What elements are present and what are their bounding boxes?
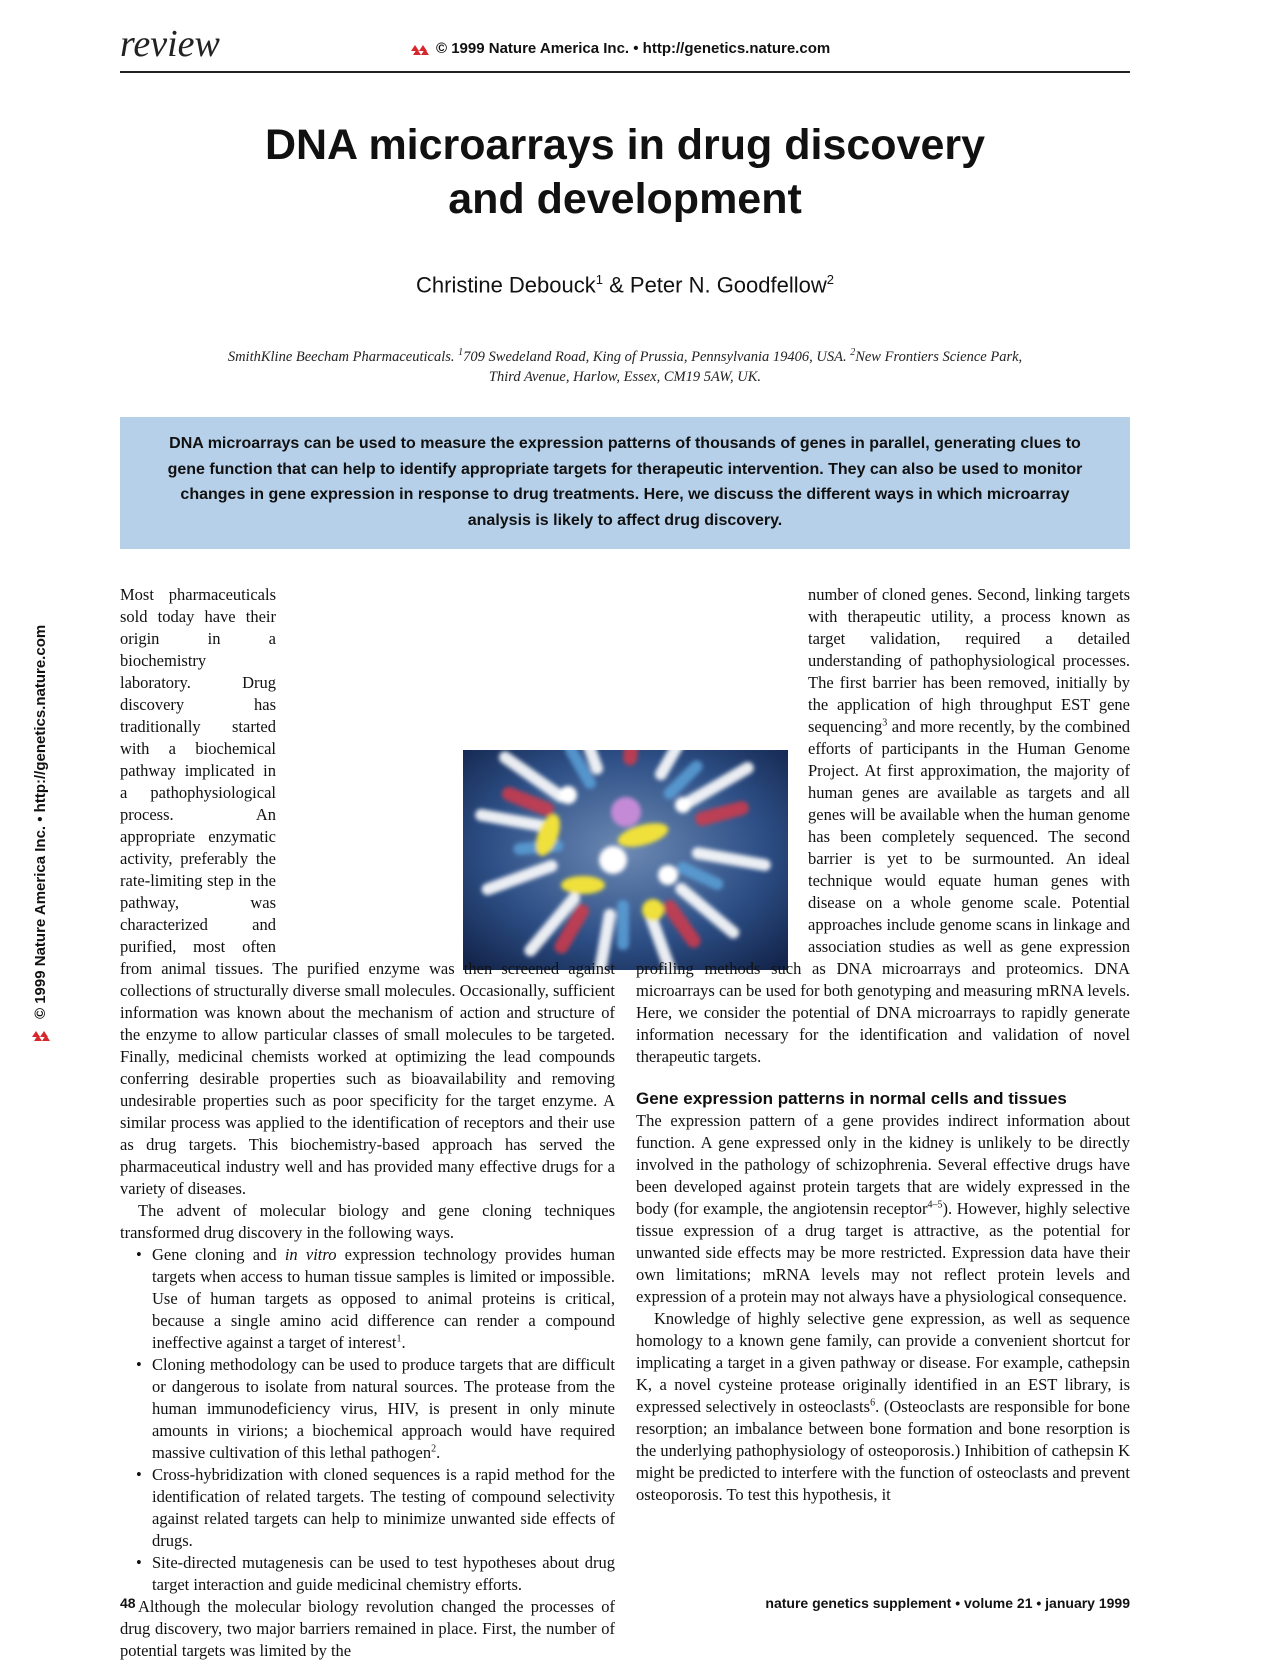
affiliation-b: 709 Swedeland Road, King of Prussia, Pennsylvania 19406, USA.: [463, 348, 851, 365]
list-item: • Cloning methodology can be used to produce targets that are difficult or dangerous to isolate from natural sources. The protease from the human immunodeficiency virus, HIV, is present in only minute amounts in virions; a biochemical approach would have required massive cultivation of this lethal pathogen$^2$.: [136, 1355, 615, 1462]
left-paragraph-3: Although the molecular biology revolution changed the processes of drug discovery, two major barriers remained in place. First, the number of potential targets was limited by the: [120, 1597, 615, 1660]
authors: [200, 272, 1050, 298]
author-1-affil: 1: [595, 272, 603, 287]
affiliation-sup-1: 1: [458, 347, 464, 358]
left-paragraph-2: The advent of molecular biology and gene cloning techniques transformed drug discovery in the following ways.: [120, 1201, 615, 1242]
header-rule: [120, 71, 1130, 73]
author-2-affil: 2: [826, 272, 834, 287]
affiliation-sup-2: 2: [850, 347, 856, 358]
author-separator: &: [602, 272, 630, 298]
right-paragraph-2: The expression pattern of a gene provides indirect information about function. A gene expressed only in the kidney is unlikely to be directly involved in the pathology of schizophrenia. Several effective drugs have been developed against protein targets that are widely expressed in the body (for example, the angiotensin receptor$^{4-5}$). However, highly selective tissue expression of a drug target is attractive, as the potential for unwanted side effects may be more restricted. Expression data have their own limitations; mRNA levels may not reflect protein levels and expression of a protein may not always have a physiological consequence.: [636, 1111, 1130, 1306]
nature-logo-icon: [410, 42, 430, 56]
bullet-list: [120, 1244, 615, 1596]
list-item: • Site-directed mutagenesis can be used to test hypotheses about drug target interaction and guide medicinal chemistry efforts.: [136, 1553, 615, 1594]
author-1: Christine Debouck: [416, 272, 596, 298]
image-wrap-spacer: [290, 716, 615, 948]
title-line-2: and development: [448, 175, 802, 223]
affiliation-c: New Frontiers Science Park,: [855, 348, 1023, 365]
body-column-right: [636, 584, 1130, 1506]
right-paragraph-3: Knowledge of highly selective gene expression, as well as sequence homology to a known gene family, can provide a convenient shortcut for implicating a target in a given pathway or disease. For example, cathepsin K, a novel cysteine protease originally identified in an EST library, is expressed selectively in osteoclasts$^6$. (Osteoclasts are responsible for bone resorption; an imbalance between bone formation and bone resorption is the underlying pathophysiology of osteoporosis.) Inhibition of cathepsin K might be predicted to interfere with the function of osteoclasts and prevent osteoporosis. To test this hypothesis, it: [636, 1309, 1130, 1504]
nature-logo-icon: [31, 1028, 51, 1042]
section-heading: Gene expression patterns in normal cells and tissues: [636, 1089, 1067, 1108]
header-credit-text[interactable]: © 1999 Nature America Inc. • http://genetics.nature.com: [436, 40, 831, 57]
title-line-1: DNA microarrays in drug discovery: [264, 121, 986, 169]
affiliation-a: SmithKline Beecham Pharmaceuticals.: [227, 348, 459, 365]
section-label: review: [120, 23, 220, 65]
abstract-text: DNA microarrays can be used to measure the expression patterns of thousands of genes in parallel, generating clues to gene function that can help to identify appropriate targets for therapeutic intervention. They can also be used to monitor changes in gene expression in response to drug treatments. Here, we discuss the different ways in which microarray analysis is likely to affect drug discovery.: [167, 435, 1083, 529]
affiliation-line-2: Third Avenue, Harlow, Essex, CM19 5AW, UK.: [488, 368, 762, 385]
image-wrap-spacer: [636, 716, 808, 948]
journal-citation: nature genetics supplement • volume 21 • january 1999: [765, 1595, 1130, 1611]
side-credit-text[interactable]: © 1999 Nature America Inc. • http://genetics.nature.com: [32, 624, 49, 1019]
abstract-box: [120, 417, 1130, 549]
side-credit: [32, 625, 49, 1045]
body-column-left: [120, 584, 615, 1662]
list-item: • Cross-hybridization with cloned sequences is a rapid method for the identification of related targets. The testing of compound selectivity against related targets can help to minimize unwanted side effects of drugs.: [136, 1465, 615, 1550]
list-item: • Gene cloning and in vitro expression technology provides human targets when access to human tissue samples is limited or impossible. Use of human targets as opposed to animal proteins is critical, because a single amino acid difference can render a compound ineffective against a target of interest$^1$.: [136, 1245, 615, 1352]
right-paragraph-1: number of cloned genes. Second, linking targets with therapeutic utility, a process known as target validation, required a detailed understanding of pathophysiological processes. The first barrier has been removed, initially by the application of high throughput EST gene sequencing$^3$ and more recently, by the combined efforts of participants in the Human Genome Project. At first approximation, the majority of human genes are available as targets and all genes will be available when the human genome has been completely sequenced. The second barrier is yet to be surmounted. An ideal technique would equate human genes with disease on a whole genome scale. Potential approaches include genome scans in linkage and association studies as well as gene expression profiling methods such as DNA microarrays and proteomics. DNA microarrays can be used for both genotyping and measuring mRNA levels. Here, we consider the potential of DNA microarrays to rapidly generate information necessary for the identification and validation of novel therapeutic targets.: [636, 585, 1130, 1066]
page-number: 48: [120, 1595, 136, 1611]
header-credit: [410, 40, 830, 57]
left-paragraph-1: Most pharmaceuticals sold today have their origin in a biochemistry laboratory. Drug discovery has traditionally started with a biochemical pathway implicated in a pathophysiological process. An appropriate enzymatic activity, preferably the rate-limiting step in the pathway, was characterized and purified, most often from animal tissues. The purified enzyme was then screened against collections of structurally diverse small molecules. Occasionally, sufficient information was known about the mechanism of action and structure of the enzyme to allow particular classes of small molecules to be targeted. Finally, medicinal chemists worked at optimizing the lead compounds conferring desirable properties such as bioavailability and removing undesirable properties such as poor specificity for the target enzyme. A similar process was applied to the identification of receptors and their use as drug targets. This biochemistry-based approach has served the pharmaceutical industry well and has provided many effective drugs for a variety of diseases.: [120, 585, 615, 1198]
article-title: [200, 118, 1050, 226]
affiliation: [160, 343, 1090, 387]
author-2: Peter N. Goodfellow: [629, 272, 827, 298]
